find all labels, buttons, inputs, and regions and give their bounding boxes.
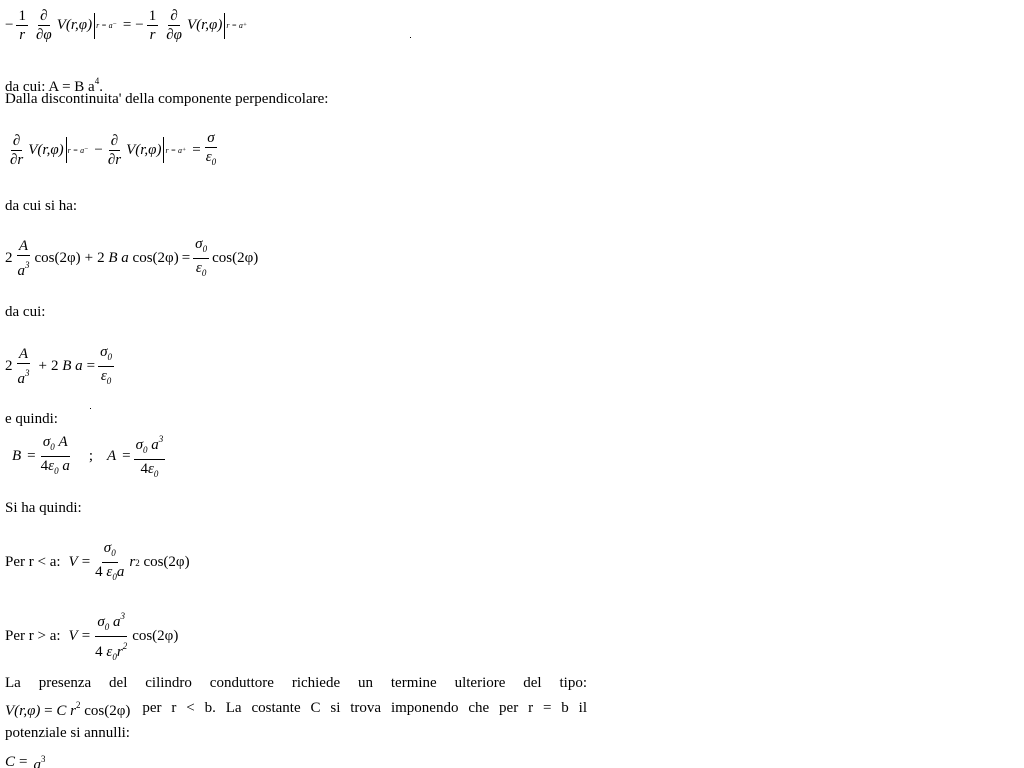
- scan-speck: [410, 37, 411, 38]
- fraction-one-over-r: $\frac{1}{r}$: [18, 8, 26, 43]
- scan-speck: [90, 408, 91, 409]
- paragraph-conductor-term: [5, 672, 587, 744]
- equation-constants-b-a: B = $\frac{\sigma_0 A}{4\varepsilon_0 a}$ ; A = $\frac{\sigma_0 a^3}{4\varepsilon_0}$: [12, 431, 168, 482]
- line-from-which-a-b: da cui: A = B $a^4$.: [5, 76, 103, 95]
- paragraph-line-3: potenziale si annulli:: [5, 725, 130, 741]
- equation-potential-outside: Per r > a: V = $\frac{\sigma_0 a^3}{4 \varepsilon_0r^2}$ cos(2φ): [5, 608, 178, 665]
- line-perp-discontinuity: Dalla discontinuita' della componente perpendicolare:: [5, 91, 329, 107]
- minus-sign: −: [5, 17, 14, 33]
- line-from-which-we-have: da cui si ha:: [5, 198, 78, 214]
- paragraph-line-2: V(r,φ) = C $r^2$ cos(2φ) per r < b. La costante C si trova imponendo che per r = b il: [5, 700, 587, 719]
- paragraph-line-1: La presenza del cilindro conduttore richiede un termine ulteriore del tipo:: [5, 675, 587, 691]
- line-we-thus-have: Si ha quindi:: [5, 500, 82, 516]
- equation-partial-cutoff: C = $a^3$: [5, 754, 46, 768]
- equation-tangential-continuity: − $\frac{1}{r}$ $\frac{\partial}{\partial\varphi}$ V (r,φ) r = a⁻ = − $\frac{1}{r}$ $\frac{\partial}{\partial\varphi}$ V (r,φ) r = a⁺: [5, 8, 248, 43]
- equation-potential-inside: Per r < a: V = $\frac{\sigma_0}{4 \varepsilon_0a}$ r 2 cos(2φ): [5, 540, 190, 582]
- line-from-which: da cui:: [5, 304, 46, 320]
- equation-boundary-full: 2 $\frac{A}{a^3}$ cos(2φ) + 2 B a cos(2φ) = $\frac{\sigma_0}{\varepsilon_0}$ cos(2φ): [5, 236, 259, 279]
- fraction-partial-phi: $\frac{\partial}{\partial\varphi}$: [35, 8, 52, 43]
- equation-boundary-reduced: 2 $\frac{A}{a^3}$ + 2 B a = $\frac{\sigma_0}{\varepsilon_0}$: [5, 344, 113, 387]
- line-and-thus: e quindi:: [5, 411, 58, 427]
- equation-perpendicular-discontinuity: $\frac{\partial}{\partial r}$ V (r,φ) r = a⁻ − $\frac{\partial}{\partial r}$ V (r,φ) r = a⁺ = $\frac{\sigma}{\varepsilon_0}$: [10, 130, 217, 168]
- evaluation-bar: [94, 13, 95, 39]
- potential-symbol: V: [56, 17, 66, 33]
